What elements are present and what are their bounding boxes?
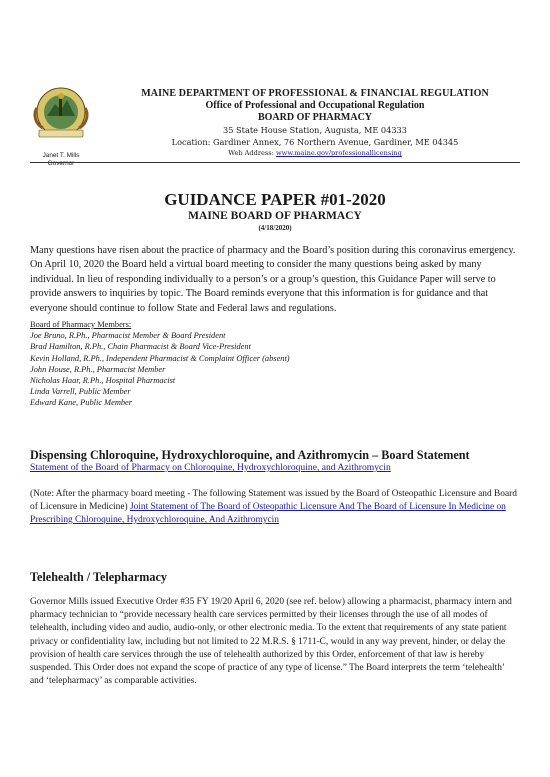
document-title: GUIDANCE PAPER #01-2020 (164, 190, 386, 209)
member-item: John House, R.Ph., Pharmacist Member (30, 364, 166, 374)
members-heading: Board of Pharmacy Members: (30, 320, 132, 329)
member-item: Kevin Holland, R.Ph., Independent Pharmacist & Complaint Officer (absent) (30, 353, 290, 363)
maine-state-seal (33, 86, 90, 141)
board-members (30, 319, 520, 409)
member-item: Brad Hamilton, R.Ph., Chain Pharmacist & Board Vice-President (30, 342, 251, 352)
document-date: (4/18/2020) (258, 224, 292, 232)
governor-title: Governor (47, 160, 75, 167)
governor-block (30, 152, 92, 168)
member-item: Edward Kane, Public Member (30, 398, 133, 408)
header-rule (30, 162, 520, 163)
section-heading-chloroquine: Dispensing Chloroquine, Hydroxychloroquine, and Azithromycin – Board Statement (30, 448, 470, 462)
joint-statement-link[interactable]: Joint Statement of The Board of Osteopathic Licensure And The Board of Licensure In Medicine on Prescribing Chloroquine, Hydroxychloroquine, And Azithromycin (30, 502, 506, 525)
web-address (110, 147, 520, 159)
board-statement-link[interactable]: Statement of the Board of Pharmacy on Chloroquine, Hydroxychloroquine, and Azithromycin (30, 462, 391, 473)
member-item: Linda Varrell, Public Member (30, 387, 131, 397)
intro-paragraph: Many questions have risen about the practice of pharmacy and the Board’s position during this coronavirus emergency. On April 10, 2020 the Board held a virtual board meeting to consider the many questions being asked by many individual. In lieu of responding individually to a person’s or a group’s question, this Guidance Paper will serve to provide answers to inquiries by topic. The Board reminds everyone that this information is for guidance and that everyone should continue to follow State and Federal laws and regulations. (30, 245, 516, 314)
web-label: Web Address: (228, 149, 274, 157)
section-heading-telehealth: Telehealth / Telepharmacy (30, 570, 167, 584)
document-subtitle: MAINE BOARD OF PHARMACY (188, 210, 362, 222)
section-note (30, 488, 520, 527)
web-link[interactable]: www.maine.gov/professionallicensing (276, 149, 402, 157)
office-location: Location: Gardiner Annex, 76 Northern Avenue, Gardiner, ME 04345 (171, 137, 459, 147)
department-name: MAINE DEPARTMENT OF PROFESSIONAL & FINANCIAL REGULATION (141, 88, 489, 99)
member-item: Nicholas Haar, R.Ph., Hospital Pharmacist (30, 376, 176, 386)
note-text: (Note: After the pharmacy board meeting - The following Statement was issued by the Board of Osteopathic Licensure and Board of Licensure in Medicine) (30, 489, 517, 512)
governor-name: Janet T. Mills (42, 152, 80, 159)
board-name: BOARD OF PHARMACY (257, 112, 373, 123)
office-name: Office of Professional and Occupational Regulation (205, 100, 425, 111)
mailing-address: 35 State House Station, Augusta, ME 04333 (223, 125, 407, 135)
telehealth-paragraph: Governor Mills issued Executive Order #35 FY 19/20 April 6, 2020 (see ref. below) allowing a pharmacist, pharmacy intern and pharmacy technician to “provide necessary health care services permitted by their licenses through the use of all modes of telehealth, including video and audio, audio-only, or other electronic media. To the extent that requirements of any state patient privacy or confidentiality law, including but not limited to 22 M.R.S. § 1711-C, would in any way prevent, hinder, or delay the provision of health care services through the use of telehealth authorized by this Order, enforcement of that law is hereby suspended. This Order does not expand the scope of practice of any type of license.” The Board interprets the term ‘telehealth’ and ‘telepharmacy’ as comparable activities. (30, 597, 512, 687)
member-item: Joe Bruno, R.Ph., Pharmacist Member & Board President (30, 331, 226, 341)
